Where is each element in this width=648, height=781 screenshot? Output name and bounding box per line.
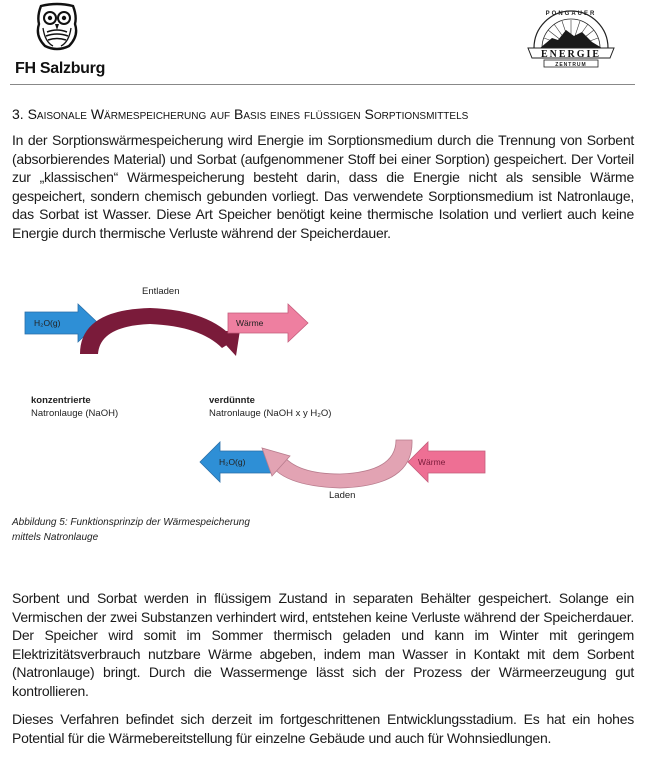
- discharge-label: Entladen: [142, 286, 180, 297]
- owl-logo-icon: [33, 2, 81, 52]
- header-divider: [10, 84, 635, 85]
- concentrated-lye-label: Natronlauge (NaOH): [31, 408, 119, 419]
- figure-caption: [12, 515, 250, 545]
- institution-name: FH Salzburg: [15, 60, 106, 77]
- diluted-lye-label: Natronlauge (NaOH x y H₂O): [209, 408, 332, 419]
- water-input-label: H₂O(g): [34, 318, 61, 328]
- logo-arc-text: PONGAUER: [545, 11, 597, 17]
- logo-sub-text: ZENTRUM: [555, 62, 587, 68]
- caption-line-2: mittels Natronlauge: [12, 532, 99, 543]
- concentrated-label: konzentrierte: [31, 395, 91, 406]
- paragraph-intro: In der Sorptionswärmespeicherung wird Energie im Sorptionsmedium durch die Trennung von Sorbent (absorbierendes Material) und Sorbat (aufgenommener Stoff bei einer Sorption) gespeichert. Der Vorteil zur „klassischen“ Wärmespeicherung besteht darin, dass die Energie nicht als sensible Wärme gespeichert, sondern chemisch gebunden vorliegt. Das verwendete Sorptionsmedium ist Natronlauge, das Sorbat ist Wasser. Diese Art Speicher benötigt keine thermische Isolation und verliert auch keine Energie durch thermische Verluste während der Speicherdauer.: [12, 132, 634, 241]
- paragraph-storage: Sorbent und Sorbat werden in flüssigem Zustand in separaten Behälter gespeichert. Solange ein Vermischen der zwei Substanzen verhindert wird, entstehen keine Verluste während der Speicherdauer. Der Speicher wird somit im Sommer thermisch geladen und kann im Winter mit geringem Elektrizitätsverbrauch nutzbare Wärme abgeben, indem man Wasser in Kontakt mit dem Sorbent (Natronlauge) bringt. Durch die Wassermenge lässt sich der Prozess der Wärmeerzeugung gut kontrollieren.: [12, 590, 634, 699]
- charge-arc-arrow: [268, 440, 412, 488]
- charge-label: Laden: [329, 490, 356, 501]
- diagram-graphics: [0, 280, 648, 510]
- section-title: 3. Saisonale Wärmespeicherung auf Basis eines flüssigen Sorptionsmittels: [12, 106, 469, 122]
- diluted-label: verdünnte: [209, 395, 255, 406]
- sorption-diagram: [0, 280, 648, 510]
- heat-output-label: Wärme: [236, 318, 264, 328]
- mountain-sun-logo-icon: [522, 2, 620, 72]
- logo-main-text: ENERGIE: [540, 49, 602, 60]
- water-output-label: H₂O(g): [219, 457, 246, 467]
- heat-input-label: Wärme: [418, 457, 446, 467]
- discharge-arc-arrow: [80, 308, 235, 354]
- page-header: [0, 0, 648, 90]
- paragraph-development: Dieses Verfahren befindet sich derzeit im fortgeschrittenen Entwicklungsstadium. Es hat ein hohes Potential für die Wärmebereitstellung für einzelne Gebäude und auch für Wohnsiedlungen.: [12, 711, 634, 746]
- caption-line-1: Abbildung 5: Funktionsprinzip der Wärmespeicherung: [12, 517, 250, 528]
